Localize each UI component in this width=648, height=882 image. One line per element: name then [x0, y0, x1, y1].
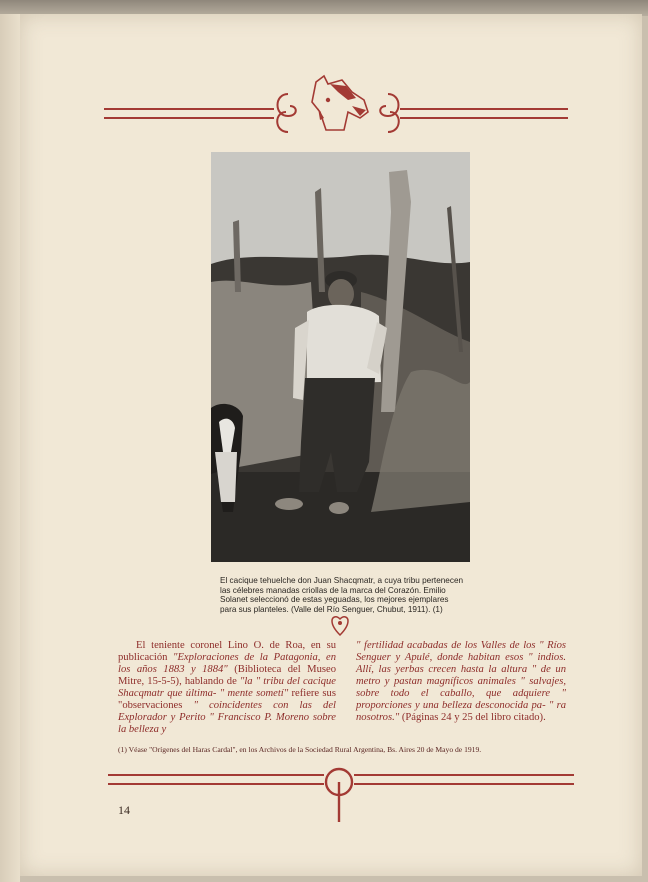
text-column-right	[356, 640, 566, 724]
text-run-italic: "la " tribu del cacique Shacqmatr que última- " mente sometí"	[118, 676, 336, 699]
paragraph-left	[118, 640, 336, 736]
photo-caption: El cacique tehuelche don Juan Shacqmatr, a cuya tribu pertenecen las célebres manadas criollas de la marca del Corazón. Emilio Solanet seleccionó de estas yeguadas, los mejores ejemplares para sus planteles. (Valle del Río Senguer, Chubut, 1911). (1)	[220, 576, 464, 614]
footnote: (1) Véase "Orígenes del Haras Cardal", en los Archivos de la Sociedad Rural Argentina, Bs. Aires 20 de Mayo de 1919.	[118, 745, 482, 754]
text-run: El teniente coronel Lino O. de Roa, en su publicación	[118, 640, 336, 663]
text-run-italic: " fertilidad acabadas de los Valles de los " Ríos Senguer y Apulé, donde habitan esos " indios. Allí, las yerbas crecen hasta la altura " de un metro y pastan magníficos animales " salvajes, sobre todo el caballo, que adquiere " proporciones y una belleza desconocida pa- " ra nosotros."	[356, 640, 566, 723]
header-rule-right	[400, 108, 568, 119]
brand-p-ornament-icon	[322, 764, 356, 824]
footer-rule-left	[108, 774, 324, 785]
historical-photograph	[211, 152, 470, 562]
heart-brand-icon	[331, 613, 349, 637]
text-run-italic: " coincidentes con las del Explorador y Perito " Francisco P. Moreno sobre la belleza y	[118, 700, 336, 735]
header-rule-left	[104, 108, 274, 119]
text-run-italic: "Exploraciones de la Patagonia, en los años 1883 y 1884"	[118, 652, 336, 675]
horse-head-ornament-icon	[268, 72, 408, 136]
footer-rule-right	[354, 774, 574, 785]
text-column-left	[118, 640, 336, 736]
text-run: refiere sus "observaciones	[118, 688, 336, 711]
page-binding-edge	[0, 14, 20, 882]
text-run: (Páginas 24 y 25 del libro citado).	[399, 712, 546, 723]
text-run: (Biblioteca del Museo Mitre, 15-5-5), hablando de	[118, 664, 337, 687]
page-number: 14	[118, 803, 130, 817]
paragraph-right	[356, 640, 566, 724]
